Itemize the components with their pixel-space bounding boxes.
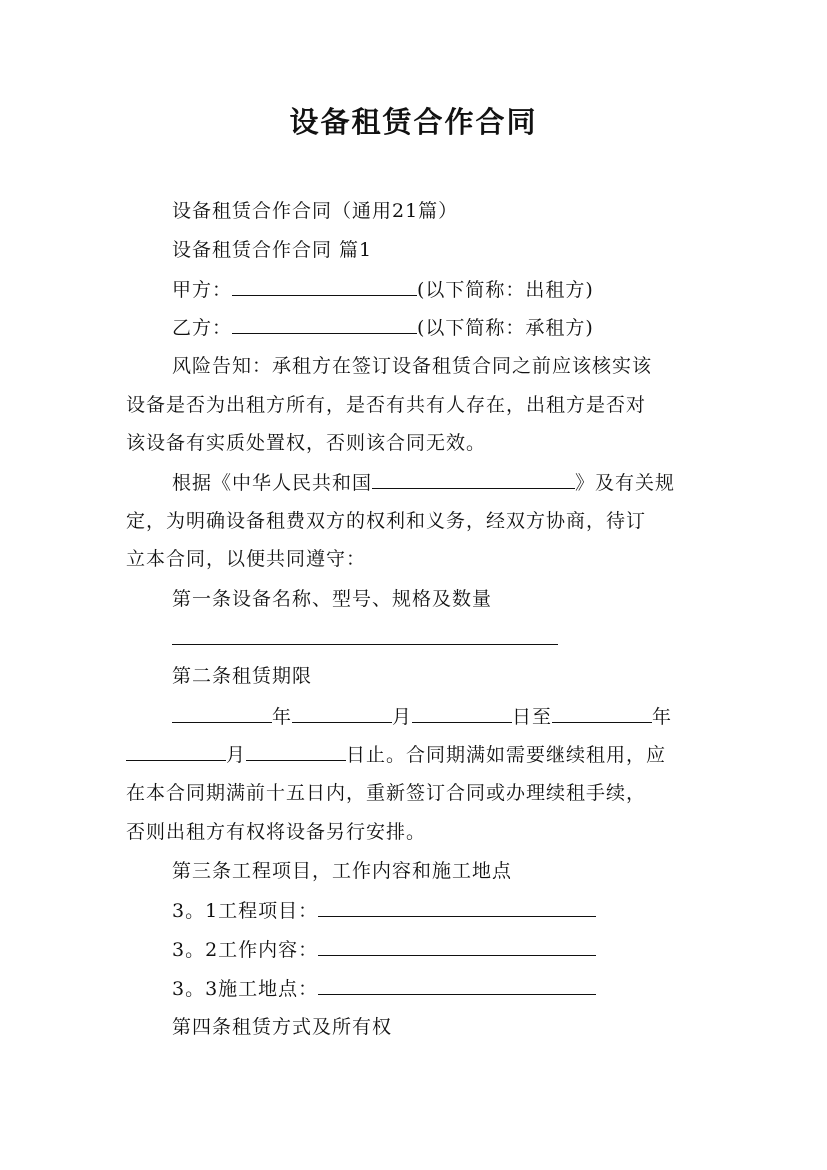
equipment-blank bbox=[172, 626, 558, 645]
article-2-heading: 第二条租赁期限 bbox=[172, 665, 313, 687]
start-year-blank bbox=[172, 704, 272, 723]
basis-line-2: 定，为明确设备租费双方的权利和义务，经双方协商，待订 bbox=[126, 510, 647, 532]
item-3-3 bbox=[172, 976, 596, 1001]
item-3-3-blank bbox=[318, 976, 596, 995]
party-a-blank bbox=[232, 277, 417, 296]
date-line-1 bbox=[172, 704, 672, 729]
basis-prefix: 根据《中华人民共和国 bbox=[172, 472, 373, 494]
term-line-3: 否则出租方有权将设备另行安排。 bbox=[126, 821, 427, 843]
party-b-line bbox=[172, 315, 594, 340]
risk-line-1: 风险告知：承租方在签订设备租赁合同之前应该核实该 bbox=[172, 355, 653, 377]
party-b-label: 乙方： bbox=[172, 317, 233, 339]
item-3-2-blank bbox=[318, 937, 596, 956]
law-name-blank bbox=[372, 470, 575, 489]
month-label: 月 bbox=[392, 706, 413, 728]
equipment-blank-line bbox=[172, 626, 558, 651]
year-label-2: 年 bbox=[652, 706, 673, 728]
item-3-1-label: 3。1工程项目： bbox=[172, 900, 319, 922]
article-1-heading: 第一条设备名称、型号、规格及数量 bbox=[172, 588, 493, 610]
basis-suffix: 》及有关规 bbox=[575, 472, 676, 494]
date-line-2-suffix: 日止。合同期满如需要继续租用，应 bbox=[346, 744, 667, 766]
date-line-2 bbox=[126, 742, 666, 767]
start-month-blank bbox=[292, 704, 392, 723]
end-year-blank bbox=[552, 704, 652, 723]
basis-line-1 bbox=[172, 470, 675, 495]
month-label-2: 月 bbox=[226, 744, 247, 766]
item-3-1-blank bbox=[318, 898, 596, 917]
party-a-label: 甲方： bbox=[172, 279, 233, 301]
party-b-blank bbox=[232, 315, 417, 334]
end-month-blank bbox=[126, 742, 226, 761]
party-b-suffix: (以下简称：承租方) bbox=[417, 317, 594, 339]
document-title: 设备租赁合作合同 bbox=[289, 105, 538, 139]
subtitle-line: 设备租赁合作合同（通用21篇） bbox=[172, 200, 459, 222]
year-label: 年 bbox=[272, 706, 293, 728]
article-4-heading: 第四条租赁方式及所有权 bbox=[172, 1016, 393, 1038]
section-heading: 设备租赁合作合同 篇1 bbox=[172, 239, 373, 261]
party-a-line bbox=[172, 277, 594, 302]
risk-line-2: 设备是否为出租方所有，是否有共有人存在，出租方是否对 bbox=[126, 394, 647, 416]
term-line-2: 在本合同期满前十五日内，重新签订合同或办理续租手续， bbox=[126, 782, 647, 804]
item-3-3-label: 3。3施工地点： bbox=[172, 978, 319, 1000]
item-3-2 bbox=[172, 937, 596, 962]
risk-line-3: 该设备有实质处置权，否则该合同无效。 bbox=[126, 432, 487, 454]
end-day-blank bbox=[246, 742, 346, 761]
item-3-2-label: 3。2工作内容： bbox=[172, 939, 319, 961]
day-to-label: 日至 bbox=[512, 706, 553, 728]
start-day-blank bbox=[412, 704, 512, 723]
article-3-heading: 第三条工程项目，工作内容和施工地点 bbox=[172, 860, 513, 882]
party-a-suffix: (以下简称：出租方) bbox=[417, 279, 594, 301]
basis-line-3: 立本合同，以便共同遵守： bbox=[126, 548, 367, 570]
item-3-1 bbox=[172, 898, 596, 923]
